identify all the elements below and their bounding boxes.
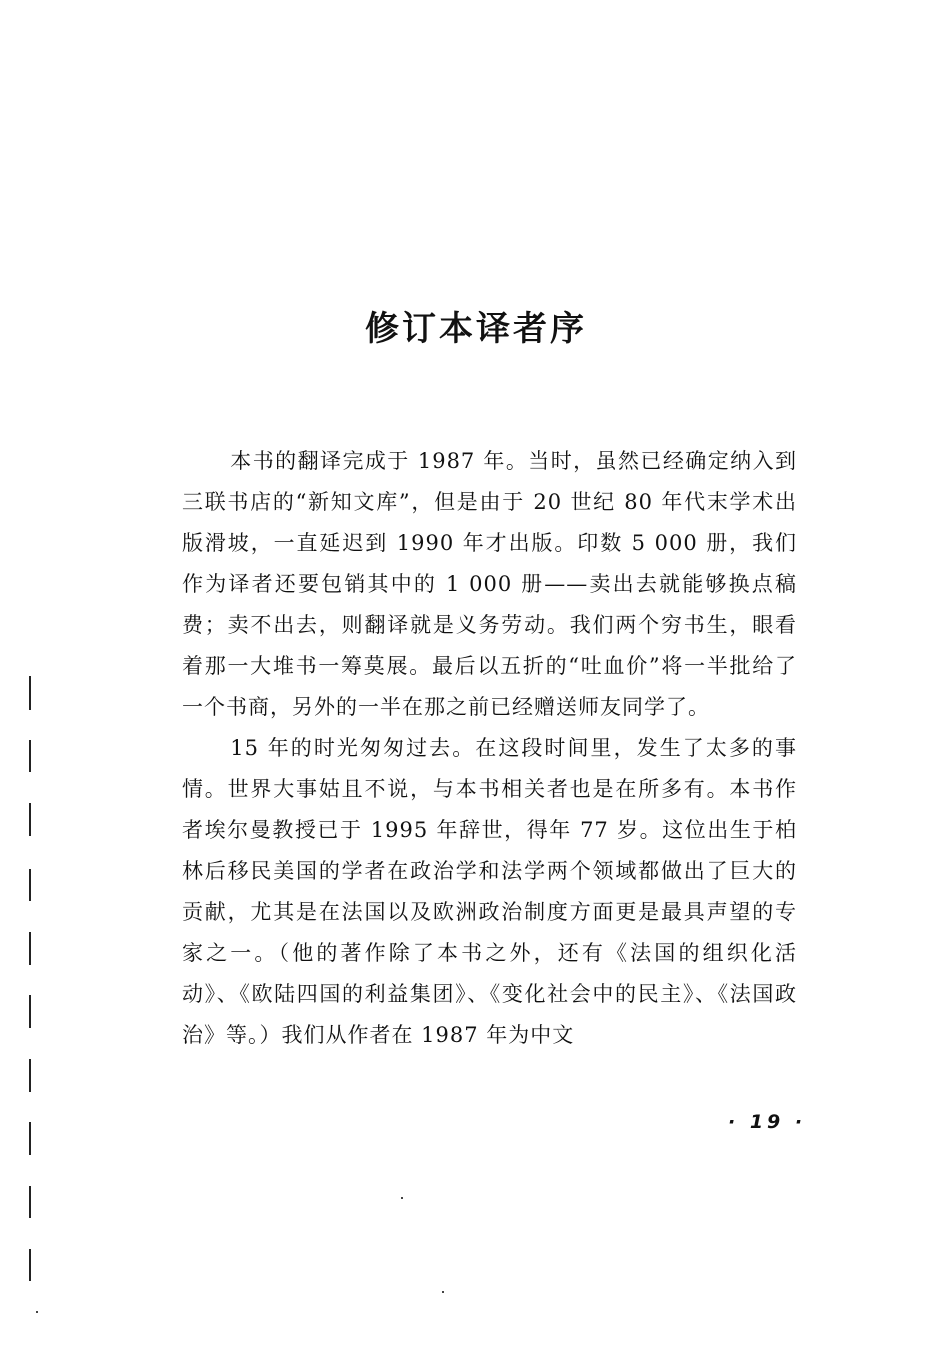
scan-mark — [29, 1122, 31, 1155]
scan-mark — [29, 1249, 31, 1281]
scan-mark — [29, 995, 31, 1028]
body-text — [182, 441, 797, 1056]
scan-mark — [29, 676, 31, 710]
scan-mark — [29, 1186, 31, 1218]
page-number: · 19 · — [728, 1111, 807, 1133]
paragraph-2: 15 年的时光匆匆过去。在这段时间里，发生了太多的事情。世界大事姑且不说，与本书相关者也是在所多有。本书作者埃尔曼教授已于 1995 年辞世，得年 77 岁。这位出生于柏林后移民美国的学者在政治学和法学两个领域都做出了巨大的贡献，尤其是在法国以及欧洲政治制度方面更是最具声望的专家之一。（他的著作除了本书之外，还有《法国的组织化活动》、《欧陆四国的利益集团》、《变化社会中的民主》、《法国政治》等。）我们从作者在 1987 年为中文 — [182, 736, 797, 1047]
page-title: 修订本译者序 — [365, 309, 587, 349]
scan-mark — [29, 1059, 31, 1092]
scan-speck — [36, 1311, 38, 1313]
scan-mark — [29, 869, 31, 901]
scan-mark — [29, 740, 31, 772]
scan-mark — [29, 803, 31, 836]
scan-mark — [29, 932, 31, 965]
scan-speck — [442, 1291, 444, 1293]
paragraph-1: 本书的翻译完成于 1987 年。当时，虽然已经确定纳入到三联书店的“新知文库”，但是由于 20 世纪 80 年代末学术出版滑坡，一直延迟到 1990 年才出版。印数 5 000 册，我们作为译者还要包销其中的 1 000 册——卖出去就能够换点稿费；卖不出去，则翻译就是义务劳动。我们两个穷书生，眼看着那一大堆书一筹莫展。最后以五折的“吐血价”将一半批给了一个书商，另外的一半在那之前已经赠送师友同学了。 — [182, 449, 797, 719]
scan-speck — [401, 1197, 403, 1199]
